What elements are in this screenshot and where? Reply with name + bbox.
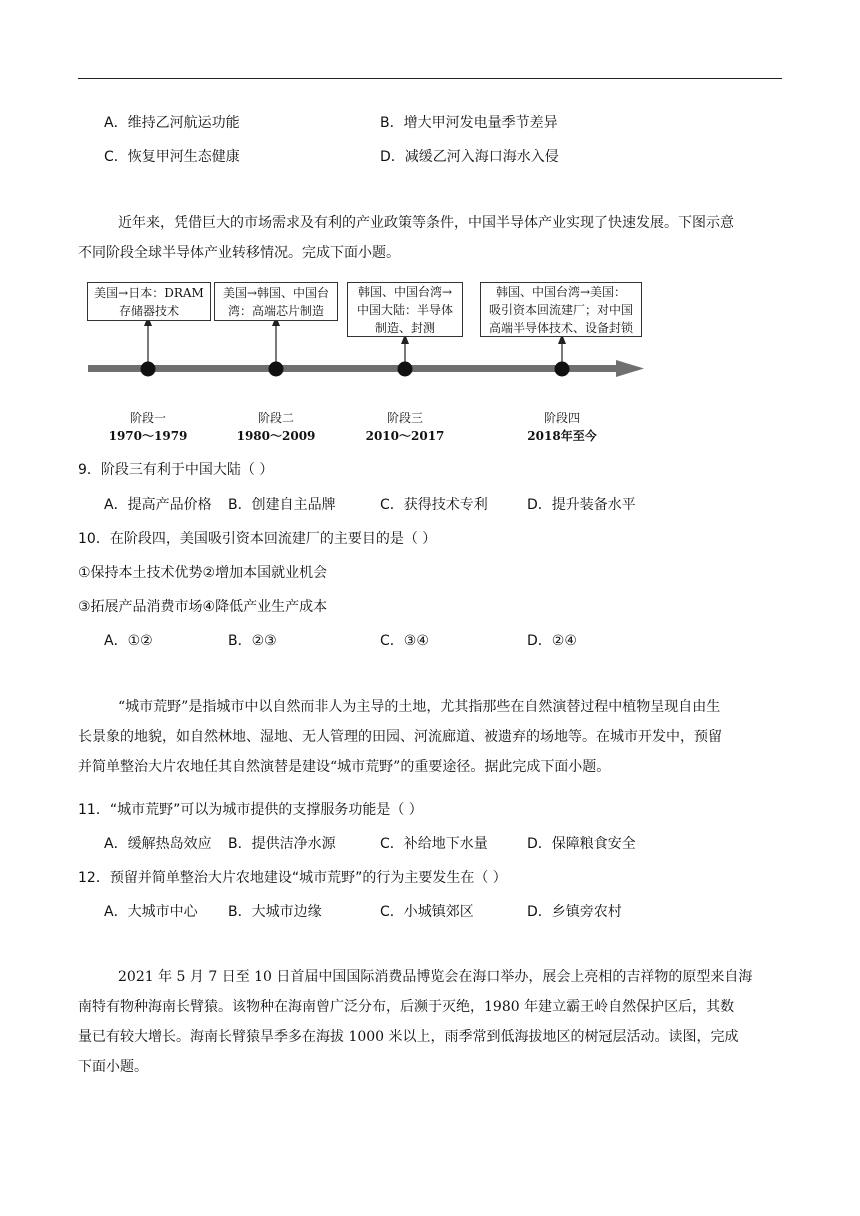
q12-option-a[interactable]: A．大城市中心	[104, 904, 198, 920]
passage-line: 下面小题。	[78, 1059, 148, 1075]
q10-stem: 10．在阶段四，美国吸引资本回流建厂的主要目的是（ ）	[78, 531, 437, 547]
stage2-box-line: 美国→韩国、中国台	[222, 285, 330, 300]
passage-urban-wilderness	[78, 692, 782, 782]
q8-option-c[interactable]: C．恢复甲河生态健康	[104, 149, 240, 165]
stage4-years: 2018年至今	[527, 429, 597, 443]
stage4-name: 阶段四	[543, 411, 580, 425]
passage-line: 近年来，凭借巨大的市场需求及有利的产业政策等条件，中国半导体产业实现了快速发展。下图示意	[118, 215, 734, 231]
stage2-box	[214, 282, 338, 321]
q8-option-b[interactable]: B．增大甲河发电量季节差异	[380, 115, 558, 131]
q10-option-a[interactable]: A．①②	[104, 633, 153, 649]
q8-option-d[interactable]: D．减缓乙河入海口海水入侵	[380, 149, 559, 165]
passage-line: 并简单整治大片农地任其自然演替是建设“城市荒野”的重要途径。据此完成下面小题。	[78, 759, 611, 775]
q10-statements-2: ③拓展产品消费市场④降低产业生产成本	[78, 599, 328, 615]
stage3-label	[350, 409, 460, 445]
stage2-name: 阶段二	[257, 411, 294, 425]
passage-hainan-gibbon	[78, 962, 782, 1082]
stage3-box-line: 韩国、中国台湾→	[357, 284, 453, 299]
q10-option-b[interactable]: B．②③	[228, 633, 277, 649]
stage4-box-line: 韩国、中国台湾→美国：	[495, 284, 627, 299]
stage4-box-line: 高端半导体技术、设备封锁	[488, 320, 633, 335]
stage2-years: 1980～2009	[236, 429, 316, 443]
q11-option-d[interactable]: D．保障粮食安全	[527, 836, 636, 852]
q12-stem: 12．预留并简单整治大片农地建设“城市荒野”的行为主要发生在（ ）	[78, 870, 507, 886]
stage3-box-line: 制造、封测	[374, 320, 435, 335]
q10-option-c[interactable]: C．③④	[380, 633, 429, 649]
stage4-dot	[555, 362, 570, 377]
stage1-box-line: 美国→日本：DRAM	[94, 285, 204, 300]
stage3-years: 2010～2017	[365, 429, 445, 443]
stage2-dot	[269, 362, 284, 377]
passage-line: 量已有较大增长。海南长臂猿旱季多在海拔 1000 米以上，雨季常到低海拔地区的树冠层活动。读图，完成	[78, 1029, 739, 1045]
q12-option-d[interactable]: D．乡镇旁农村	[527, 904, 622, 920]
passage-line: 2021 年 5 月 7 日至 10 日首届中国国际消费品博览会在海口举办，展会上亮相的吉祥物的原型来自海	[118, 969, 753, 985]
stage2-label	[221, 409, 331, 445]
stage4-box	[480, 282, 642, 337]
stage3-dot	[398, 362, 413, 377]
passage-line: 南特有物种海南长臂猿。该物种在海南曾广泛分布，后濒于灭绝，1980 年建立霸王岭自然保护区后，其数	[78, 999, 735, 1015]
stage4-label	[507, 409, 617, 445]
q11-option-a[interactable]: A．缓解热岛效应	[104, 836, 212, 852]
q11-option-b[interactable]: B．提供洁净水源	[228, 836, 336, 852]
stage3-box-line: 中国大陆：半导体	[356, 302, 453, 317]
passage-line: 不同阶段全球半导体产业转移情况。完成下面小题。	[78, 245, 400, 261]
stage1-label	[93, 409, 203, 445]
stage4-box-line: 吸引资本回流建厂；对中国	[488, 302, 633, 317]
q8-option-a[interactable]: A．维持乙河航运功能	[104, 115, 240, 131]
stage1-box-line: 存储器技术	[118, 303, 179, 318]
q11-stem: 11．“城市荒野”可以为城市提供的支撑服务功能是（ ）	[78, 802, 423, 818]
stage1-box	[87, 282, 211, 321]
q10-statements-1: ①保持本土技术优势②增加本国就业机会	[78, 565, 328, 581]
passage-line: 长景象的地貌，如自然林地、湿地、无人管理的田园、河流廊道、被遗弃的场地等。在城市开发中，预留	[78, 729, 722, 745]
stage1-name: 阶段一	[129, 411, 166, 425]
stage3-name: 阶段三	[386, 411, 423, 425]
q9-stem: 9．阶段三有利于中国大陆（ ）	[78, 462, 274, 478]
q9-option-c[interactable]: C．获得技术专利	[380, 497, 488, 513]
q12-option-b[interactable]: B．大城市边缘	[228, 904, 322, 920]
stage3-box	[347, 282, 463, 337]
q9-option-b[interactable]: B．创建自主品牌	[228, 497, 336, 513]
timeline-axis	[88, 365, 618, 372]
timeline-arrowhead	[616, 360, 644, 377]
stage2-box-line: 湾：高端芯片制造	[227, 303, 324, 318]
q9-option-d[interactable]: D．提升装备水平	[527, 497, 636, 513]
passage-line: “城市荒野”是指城市中以自然而非人为主导的土地，尤其指那些在自然演替过程中植物呈现自由生	[118, 699, 721, 715]
stage1-dot	[141, 362, 156, 377]
q12-option-c[interactable]: C．小城镇郊区	[380, 904, 474, 920]
q9-option-a[interactable]: A．提高产品价格	[104, 497, 212, 513]
timeline-graphic	[0, 0, 860, 460]
stage1-years: 1970～1979	[108, 429, 188, 443]
q10-option-d[interactable]: D．②④	[527, 633, 577, 649]
q11-option-c[interactable]: C．补给地下水量	[380, 836, 488, 852]
